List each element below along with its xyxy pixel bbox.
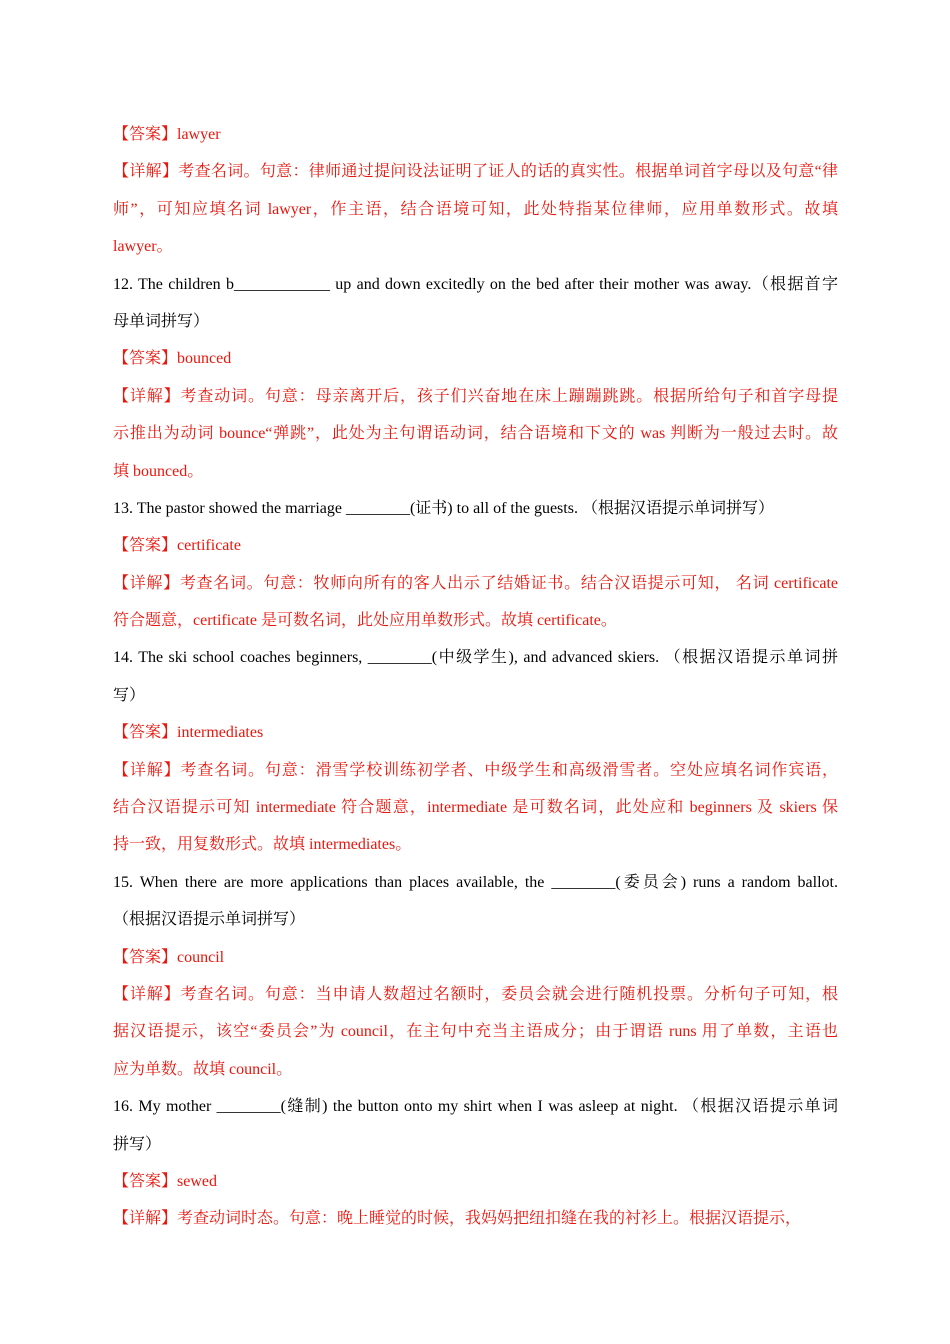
answer-block	[113, 939, 838, 976]
text-line: 【答案】bounced	[113, 350, 232, 368]
text-line: 14. The ski school coaches beginners, ________(中级学生), and advanced skiers. （根据汉语提示单词拼	[113, 649, 838, 667]
text-line: lawyer。	[113, 238, 173, 256]
text-line: 16. My mother ________(缝制) the button onto my shirt when I was asleep at night. （根据汉语提示单词	[113, 1098, 838, 1116]
answer-block	[113, 714, 838, 751]
answer-block	[113, 527, 838, 564]
question-block	[113, 864, 838, 939]
explanation-block	[113, 976, 838, 1088]
text-line: 母单词拼写）	[113, 312, 210, 330]
text-line: 15. When there are more applications than places available, the ________(委员会) runs a random ballot.	[113, 873, 838, 891]
answer-block	[113, 1163, 838, 1200]
question-block	[113, 490, 838, 527]
question-block	[113, 639, 838, 714]
text-line: 【详解】考查动词时态。句意：晚上睡觉的时候，我妈妈把纽扣缝在我的衬衫上。根据汉语提示，	[113, 1210, 802, 1228]
explanation-block	[113, 378, 838, 490]
document-page	[113, 116, 838, 1238]
text-line: 应为单数。故填 council。	[113, 1060, 293, 1078]
text-line: 12. The children b____________ up and down excitedly on the bed after their mother was away.（根据首字	[113, 275, 838, 293]
text-line: 【详解】考查名词。句意：律师通过提问设法证明了证人的话的真实性。根据单词首字母以及句意“律	[113, 163, 838, 181]
text-line: 【答案】sewed	[113, 1172, 217, 1190]
text-line: 【答案】council	[113, 948, 225, 966]
text-line: 拼写）	[113, 1135, 162, 1153]
text-line: 【答案】certificate	[113, 537, 241, 555]
explanation-block	[113, 752, 838, 864]
explanation-block	[113, 565, 838, 640]
text-line: 符合题意，certificate 是可数名词，此处应用单数形式。故填 certificate。	[113, 612, 617, 630]
text-line: 【详解】考查名词。句意：滑雪学校训练初学者、中级学生和高级滑雪者。空处应填名词作宾语，	[113, 761, 838, 779]
explanation-block	[113, 1200, 838, 1237]
text-line: 【详解】考查名词。句意：牧师向所有的客人出示了结婚证书。结合汉语提示可知， 名词 certificate	[113, 574, 838, 592]
question-block	[113, 266, 838, 341]
text-line: 【答案】lawyer	[113, 126, 221, 143]
explanation-block	[113, 153, 838, 265]
question-block	[113, 1088, 838, 1163]
text-line: 【答案】intermediates	[113, 724, 264, 742]
text-line: 示推出为动词 bounce“弹跳”，此处为主句谓语动词，结合语境和下文的 was 判断为一般过去时。故	[113, 425, 838, 443]
text-line: 【详解】考查动词。句意：母亲离开后，孩子们兴奋地在床上蹦蹦跳跳。根据所给句子和首字母提	[113, 387, 838, 405]
text-line: 【详解】考查名词。句意：当申请人数超过名额时，委员会就会进行随机投票。分析句子可知，根	[113, 985, 838, 1003]
answer-block	[113, 116, 838, 153]
text-line: 13. The pastor showed the marriage ________(证书) to all of the guests. （根据汉语提示单词拼写）	[113, 499, 774, 517]
text-line: 持一致，用复数形式。故填 intermediates。	[113, 836, 412, 854]
text-line: 结合汉语提示可知 intermediate 符合题意，intermediate 是可数名词，此处应和 beginners 及 skiers 保	[113, 799, 838, 817]
text-line: 写）	[113, 686, 146, 704]
answer-block	[113, 340, 838, 377]
text-line: 填 bounced。	[113, 462, 204, 480]
text-line: 据汉语提示，该空“委员会”为 council，在主句中充当主语成分；由于谓语 runs 用了单数，主语也	[113, 1023, 838, 1041]
text-line: 师”，可知应填名词 lawyer，作主语，结合语境可知，此处特指某位律师，应用单数形式。故填	[113, 200, 838, 218]
text-line: （根据汉语提示单词拼写）	[113, 911, 306, 929]
